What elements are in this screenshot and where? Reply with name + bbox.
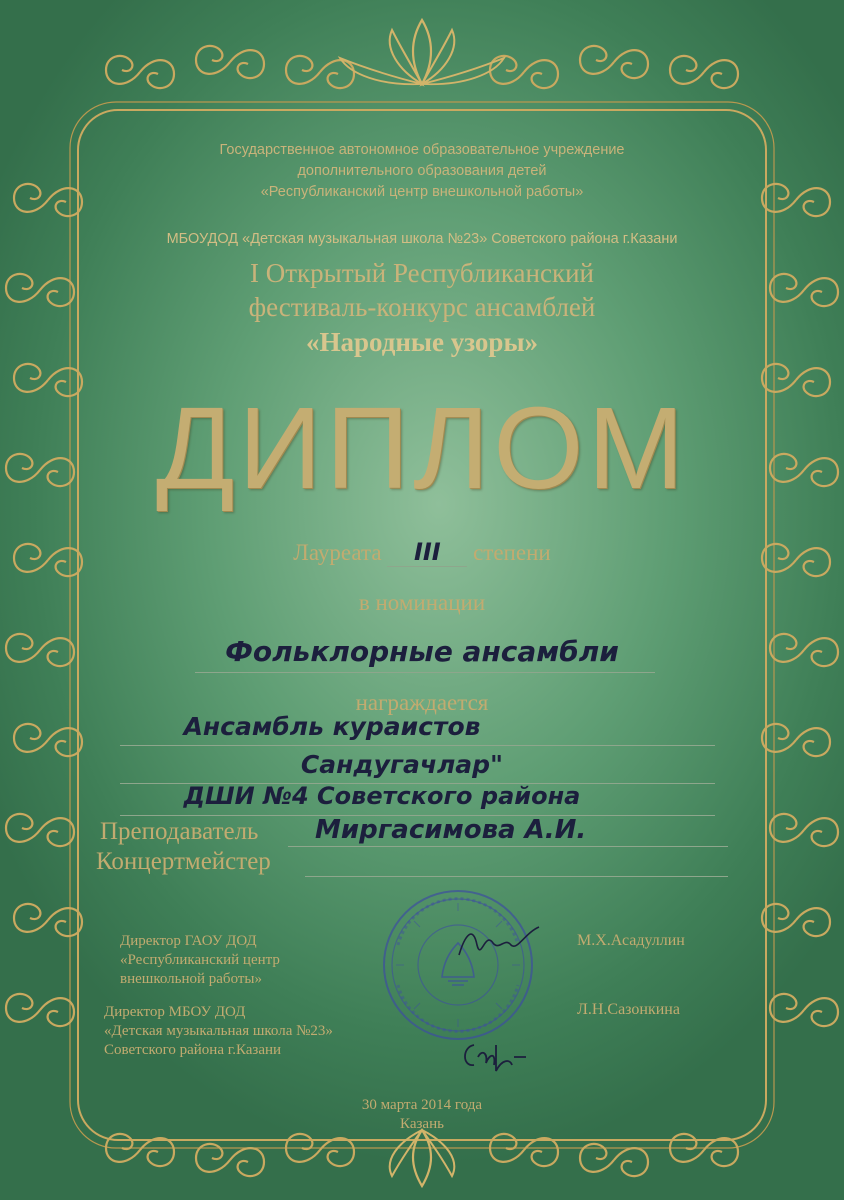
official-stamp xyxy=(378,885,538,1045)
teacher-label: Преподаватель xyxy=(100,818,259,845)
award-city: Казань xyxy=(400,1116,444,1132)
signatory-1-title xyxy=(120,932,280,989)
accompanist-underline xyxy=(305,876,728,877)
accompanist-label: Концертмейстер xyxy=(96,848,271,875)
festival-line-2: фестиваль-конкурс ансамблей xyxy=(248,292,596,322)
signatory-2-name: Л.Н.Сазонкина xyxy=(577,1001,680,1018)
signatory-2-title-line: Директор МБОУ ДОД xyxy=(104,1004,246,1020)
awarded-label: награждается xyxy=(355,690,489,715)
nomination-label: в номинации xyxy=(358,590,486,615)
awardee-line-1: Ансамбль кураистов xyxy=(183,712,481,741)
festival-line-1: I Открытый Республиканский xyxy=(250,258,594,288)
signatory-2-title-line: Советского района г.Казани xyxy=(104,1042,282,1058)
laureate-line xyxy=(0,538,844,567)
org-line-3: «Республиканский центр внешкольной работы» xyxy=(260,184,584,200)
laureate-suffix: степени xyxy=(473,540,551,565)
teacher-underline xyxy=(288,846,728,847)
signatory-1-title-line: «Республиканский центр xyxy=(120,952,280,968)
awardee-line-3: ДШИ №4 Советского района xyxy=(183,782,581,810)
top-ornament xyxy=(106,20,738,88)
signature-2 xyxy=(460,1035,530,1075)
org-line-1: Государственное автономное образовательное учреждение xyxy=(219,142,625,158)
award-date: 30 марта 2014 года xyxy=(361,1097,483,1113)
awardee-line-2: Сандугачлар" xyxy=(300,750,504,779)
school-name: МБОУДОД «Детская музыкальная школа №23» Советского района г.Казани xyxy=(166,231,678,247)
signatory-2-title-line: «Детская музыкальная школа №23» xyxy=(104,1023,333,1039)
nomination-underline xyxy=(195,672,655,673)
bottom-ornament xyxy=(106,1130,738,1186)
festival-line-3 xyxy=(0,326,844,359)
diploma-title: ДИПЛОМ xyxy=(155,383,689,513)
signatory-1-name: М.Х.Асадуллин xyxy=(577,932,685,949)
org-line-2: дополнительного образования детей xyxy=(297,163,547,179)
teacher-value: Миргасимова А.И. xyxy=(315,815,587,845)
nomination-value: Фольклорные ансамбли xyxy=(225,635,619,668)
signature-1 xyxy=(455,915,545,965)
laureate-degree-field xyxy=(387,538,467,567)
signatory-2-title xyxy=(104,1003,333,1060)
signatory-1-title-line: внешкольной работы» xyxy=(120,971,263,987)
festival-title: «Народные узоры» xyxy=(305,327,539,357)
awardee-underline-1 xyxy=(120,745,715,746)
laureate-degree: III xyxy=(413,538,441,566)
laureate-prefix: Лауреата xyxy=(293,540,382,565)
signatory-1-title-line: Директор ГАОУ ДОД xyxy=(120,933,257,949)
